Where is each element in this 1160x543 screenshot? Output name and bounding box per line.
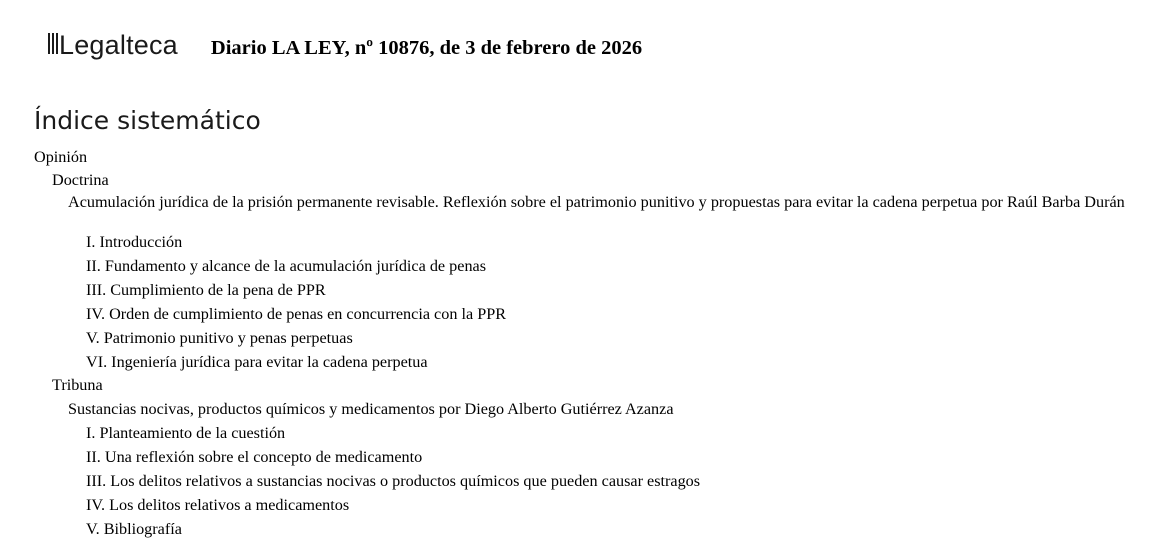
toc-article-title[interactable]: Sustancias nocivas, productos químicos y medicamentos por Diego Alberto Gutiérrez Azanza: [68, 400, 674, 418]
toc-section-opinion[interactable]: Opinión: [34, 148, 88, 166]
legalteca-logo[interactable]: [48, 30, 178, 61]
index-title: Índice sistemático: [34, 106, 261, 135]
toc-article-title[interactable]: Acumulación jurídica de la prisión permanente revisable. Reflexión sobre el patrimonio punitivo y propuestas para evitar la cadena perpetua por Raúl Barba Durán: [68, 193, 1125, 211]
toc-chapter[interactable]: IV. Orden de cumplimiento de penas en concurrencia con la PPR: [86, 305, 507, 323]
toc-chapter[interactable]: IV. Los delitos relativos a medicamentos: [86, 496, 350, 514]
logo-bars-icon: [48, 32, 58, 54]
toc-chapter[interactable]: V. Patrimonio punitivo y penas perpetuas: [86, 329, 353, 347]
logo-text: Legalteca: [59, 30, 178, 60]
toc-subsection-tribuna[interactable]: Tribuna: [52, 376, 103, 394]
toc-chapter[interactable]: II. Una reflexión sobre el concepto de medicamento: [86, 448, 423, 466]
toc-chapter[interactable]: V. Bibliografía: [86, 520, 182, 538]
toc-chapter[interactable]: III. Cumplimiento de la pena de PPR: [86, 281, 326, 299]
toc-subsection-doctrina[interactable]: Doctrina: [52, 171, 109, 189]
toc-chapter[interactable]: II. Fundamento y alcance de la acumulación jurídica de penas: [86, 257, 487, 275]
toc-chapter[interactable]: VI. Ingeniería jurídica para evitar la cadena perpetua: [86, 353, 428, 371]
toc-chapter[interactable]: I. Introducción: [86, 233, 183, 251]
toc-chapter[interactable]: III. Los delitos relativos a sustancias nocivas o productos químicos que pueden causar estragos: [86, 472, 701, 490]
journal-title: Diario LA LEY, nº 10876, de 3 de febrero de 2026: [210, 37, 643, 59]
toc-chapter[interactable]: I. Planteamiento de la cuestión: [86, 424, 286, 442]
page-header: [48, 30, 642, 70]
